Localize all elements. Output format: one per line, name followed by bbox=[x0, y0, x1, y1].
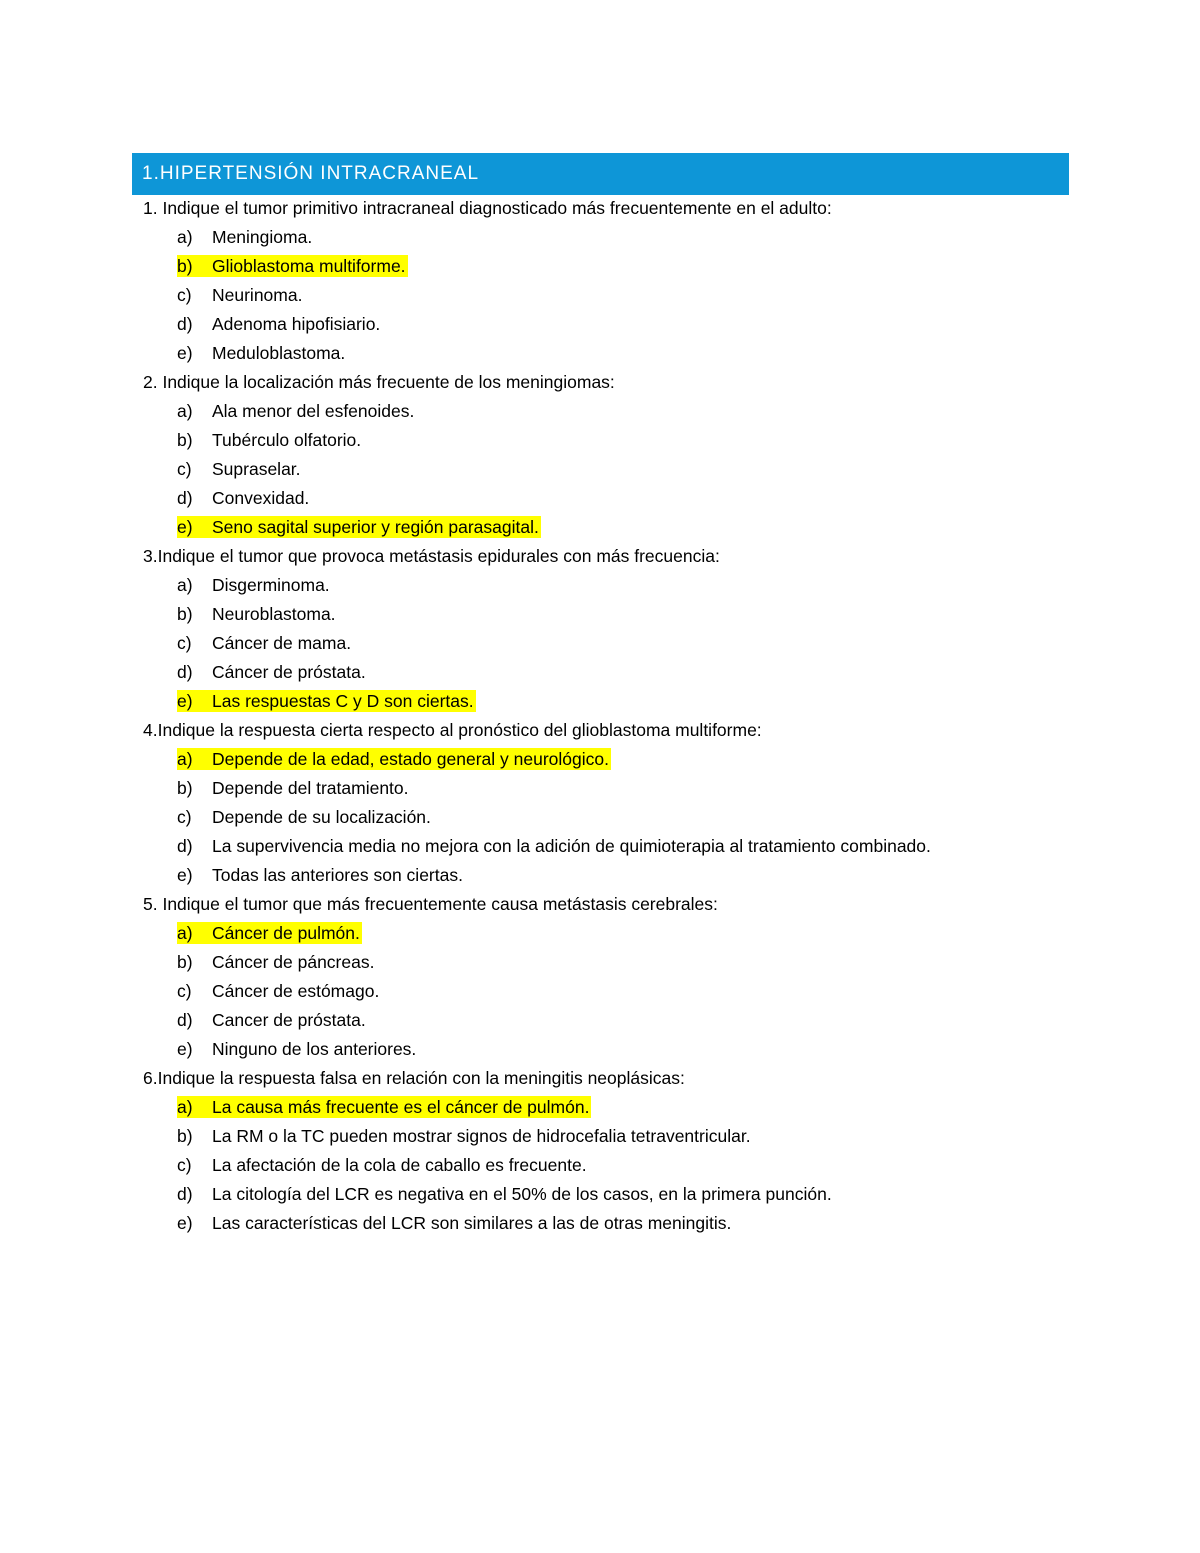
option-text: Todas las anteriores son ciertas. bbox=[212, 865, 463, 885]
option-text: Neurinoma. bbox=[212, 285, 303, 305]
answer-option bbox=[143, 339, 1143, 368]
option-letter: b) bbox=[177, 778, 193, 798]
answer-option bbox=[143, 948, 1143, 977]
answer-option bbox=[143, 1180, 1143, 1209]
answer-option bbox=[143, 774, 1143, 803]
question-text: 3.Indique el tumor que provoca metástasis epidurales con más frecuencia: bbox=[143, 546, 720, 566]
highlighted-answer bbox=[177, 690, 476, 712]
answer bbox=[177, 835, 931, 857]
question-text: 5. Indique el tumor que más frecuentemente causa metástasis cerebrales: bbox=[143, 894, 718, 914]
option-letter: e) bbox=[177, 1213, 193, 1233]
answer bbox=[177, 1154, 587, 1176]
question-text: 6.Indique la respuesta falsa en relación con la meningitis neoplásicas: bbox=[143, 1068, 685, 1088]
answer-option bbox=[143, 1035, 1143, 1064]
option-letter: a) bbox=[177, 1097, 193, 1117]
highlighted-answer bbox=[177, 1096, 591, 1118]
option-letter: a) bbox=[177, 401, 193, 421]
answer bbox=[177, 1125, 751, 1147]
answer-option bbox=[143, 832, 1143, 861]
question-text: 4.Indique la respuesta cierta respecto al pronóstico del glioblastoma multiforme: bbox=[143, 720, 762, 740]
answer-option bbox=[143, 1122, 1143, 1151]
answer-option bbox=[143, 310, 1143, 339]
option-text: La RM o la TC pueden mostrar signos de hidrocefalia tetraventricular. bbox=[212, 1126, 751, 1146]
section-header bbox=[132, 153, 1069, 195]
option-text: Depende de la edad, estado general y neurológico. bbox=[212, 749, 609, 769]
option-letter: e) bbox=[177, 691, 193, 711]
correct-answer-option bbox=[143, 513, 1143, 542]
answer bbox=[177, 313, 380, 335]
option-text: Cáncer de pulmón. bbox=[212, 923, 360, 943]
answer-option bbox=[143, 1006, 1143, 1035]
answer bbox=[177, 226, 312, 248]
option-letter: b) bbox=[177, 256, 193, 276]
option-text: Las características del LCR son similares a las de otras meningitis. bbox=[212, 1213, 732, 1233]
answer bbox=[177, 632, 351, 654]
answer-option bbox=[143, 571, 1143, 600]
answer-option bbox=[143, 977, 1143, 1006]
option-letter: d) bbox=[177, 662, 193, 682]
correct-answer-option bbox=[143, 919, 1143, 948]
answer-option bbox=[143, 861, 1143, 890]
option-text: Supraselar. bbox=[212, 459, 301, 479]
option-text: La citología del LCR es negativa en el 50% de los casos, en la primera punción. bbox=[212, 1184, 832, 1204]
answer bbox=[177, 284, 302, 306]
answer-option bbox=[143, 223, 1143, 252]
option-letter: d) bbox=[177, 314, 193, 334]
answer bbox=[177, 951, 374, 973]
answer bbox=[177, 429, 361, 451]
option-letter: c) bbox=[177, 459, 192, 479]
option-letter: d) bbox=[177, 1010, 193, 1030]
answer bbox=[177, 487, 309, 509]
answer bbox=[177, 864, 463, 886]
option-text: Depende del tratamiento. bbox=[212, 778, 409, 798]
option-letter: e) bbox=[177, 343, 193, 363]
option-text: Meduloblastoma. bbox=[212, 343, 346, 363]
answer-option bbox=[143, 1209, 1143, 1238]
answer-option bbox=[143, 426, 1143, 455]
option-text: Adenoma hipofisiario. bbox=[212, 314, 381, 334]
option-letter: c) bbox=[177, 981, 192, 1001]
answer bbox=[177, 980, 379, 1002]
answer bbox=[177, 400, 414, 422]
option-text: Seno sagital superior y región parasagital. bbox=[212, 517, 539, 537]
option-text: Cancer de próstata. bbox=[212, 1010, 366, 1030]
option-letter: a) bbox=[177, 575, 193, 595]
answer bbox=[177, 661, 366, 683]
answer-option bbox=[143, 397, 1143, 426]
option-letter: c) bbox=[177, 807, 192, 827]
option-letter: c) bbox=[177, 633, 192, 653]
option-text: Cáncer de páncreas. bbox=[212, 952, 375, 972]
option-text: Cáncer de mama. bbox=[212, 633, 352, 653]
correct-answer-option bbox=[143, 687, 1143, 716]
option-text: La afectación de la cola de caballo es frecuente. bbox=[212, 1155, 587, 1175]
option-text: Neuroblastoma. bbox=[212, 604, 336, 624]
option-letter: c) bbox=[177, 1155, 192, 1175]
answer bbox=[177, 1212, 731, 1234]
answer bbox=[177, 603, 336, 625]
correct-answer-option bbox=[143, 745, 1143, 774]
option-text: Meningioma. bbox=[212, 227, 313, 247]
answer-option bbox=[143, 600, 1143, 629]
option-text: Cáncer de estómago. bbox=[212, 981, 380, 1001]
highlighted-answer bbox=[177, 255, 408, 277]
answer bbox=[177, 777, 409, 799]
option-letter: e) bbox=[177, 865, 193, 885]
option-text: Disgerminoma. bbox=[212, 575, 330, 595]
option-letter: b) bbox=[177, 1126, 193, 1146]
option-text: Cáncer de próstata. bbox=[212, 662, 366, 682]
option-text: Ala menor del esfenoides. bbox=[212, 401, 415, 421]
correct-answer-option bbox=[143, 1093, 1143, 1122]
question-text: 2. Indique la localización más frecuente de los meningiomas: bbox=[143, 372, 615, 392]
option-letter: b) bbox=[177, 430, 193, 450]
answer-option bbox=[143, 455, 1143, 484]
answer-option bbox=[143, 281, 1143, 310]
question-text: 1. Indique el tumor primitivo intracraneal diagnosticado más frecuentemente en el adulto: bbox=[143, 198, 832, 218]
option-text: Convexidad. bbox=[212, 488, 310, 508]
answer bbox=[177, 342, 345, 364]
option-letter: d) bbox=[177, 836, 193, 856]
option-letter: e) bbox=[177, 1039, 193, 1059]
option-text: Glioblastoma multiforme. bbox=[212, 256, 406, 276]
answer bbox=[177, 1009, 366, 1031]
highlighted-answer bbox=[177, 922, 362, 944]
option-letter: b) bbox=[177, 604, 193, 624]
option-letter: a) bbox=[177, 227, 193, 247]
answer-option bbox=[143, 629, 1143, 658]
question-list bbox=[143, 194, 1143, 1238]
option-letter: c) bbox=[177, 285, 192, 305]
answer-option bbox=[143, 658, 1143, 687]
answer-option bbox=[143, 1151, 1143, 1180]
option-text: Ninguno de los anteriores. bbox=[212, 1039, 417, 1059]
answer bbox=[177, 574, 330, 596]
option-text: Tubérculo olfatorio. bbox=[212, 430, 362, 450]
highlighted-answer bbox=[177, 748, 611, 770]
correct-answer-option bbox=[143, 252, 1143, 281]
highlighted-answer bbox=[177, 516, 541, 538]
section-title: 1.HIPERTENSIÓN INTRACRANEAL bbox=[142, 163, 480, 184]
option-letter: e) bbox=[177, 517, 193, 537]
answer bbox=[177, 806, 431, 828]
answer bbox=[177, 1183, 832, 1205]
option-letter: b) bbox=[177, 952, 193, 972]
option-text: La causa más frecuente es el cáncer de pulmón. bbox=[212, 1097, 590, 1117]
option-letter: d) bbox=[177, 488, 193, 508]
option-letter: a) bbox=[177, 749, 193, 769]
answer bbox=[177, 458, 301, 480]
answer bbox=[177, 1038, 416, 1060]
answer-option bbox=[143, 803, 1143, 832]
answer-option bbox=[143, 484, 1143, 513]
option-text: Las respuestas C y D son ciertas. bbox=[212, 691, 474, 711]
option-letter: d) bbox=[177, 1184, 193, 1204]
option-text: Depende de su localización. bbox=[212, 807, 431, 827]
option-text: La supervivencia media no mejora con la adición de quimioterapia al tratamiento combinado. bbox=[212, 836, 931, 856]
option-letter: a) bbox=[177, 923, 193, 943]
